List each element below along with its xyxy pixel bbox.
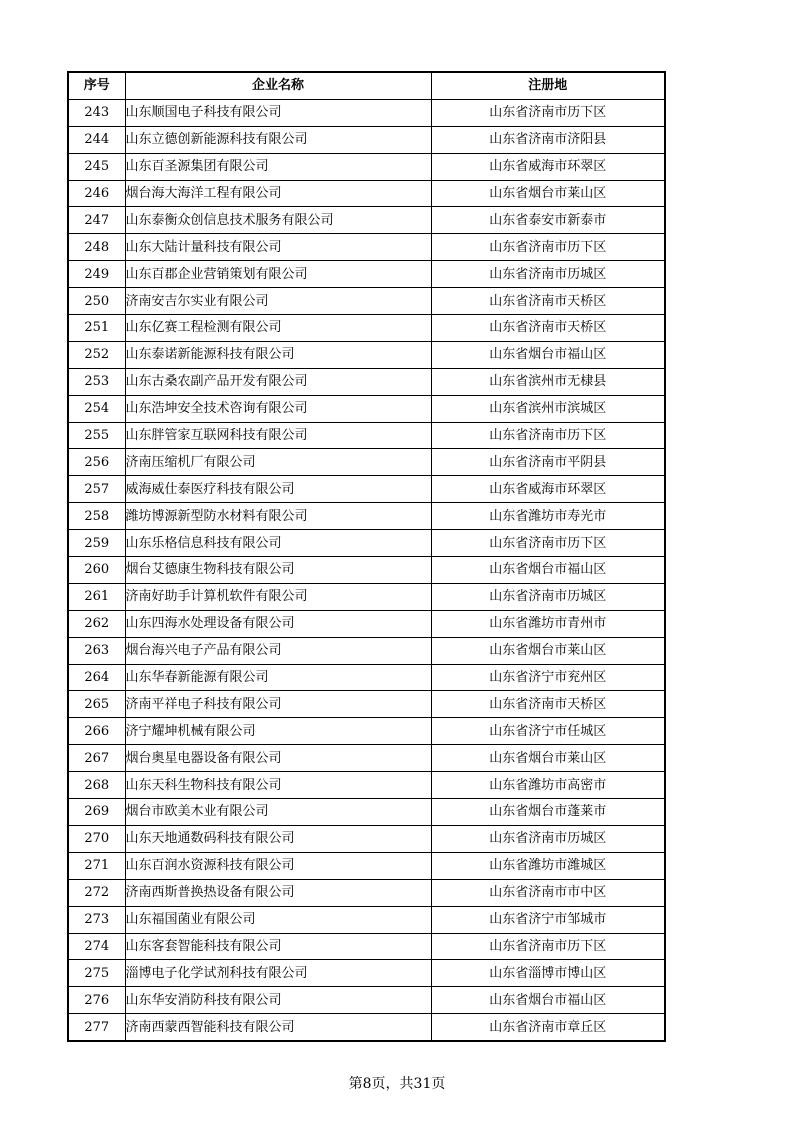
cell-serial-number: 252 [68,341,125,368]
cell-registration-place: 山东省济南市天桥区 [431,315,665,342]
table-row [68,207,665,234]
cell-company-name: 烟台奥星电器设备有限公司 [125,745,431,772]
cell-serial-number: 246 [68,180,125,207]
cell-company-name: 山东亿赛工程检测有限公司 [125,315,431,342]
cell-serial-number: 244 [68,126,125,153]
cell-serial-number: 254 [68,395,125,422]
cell-company-name: 济南平祥电子科技有限公司 [125,691,431,718]
cell-company-name: 山东天科生物科技有限公司 [125,772,431,799]
cell-serial-number: 263 [68,637,125,664]
cell-company-name: 济南西斯普换热设备有限公司 [125,879,431,906]
table-row [68,476,665,503]
cell-serial-number: 260 [68,557,125,584]
cell-serial-number: 251 [68,315,125,342]
page-number: 第8页，共31页 [348,1076,446,1092]
cell-serial-number: 277 [68,1014,125,1041]
cell-serial-number: 249 [68,261,125,288]
cell-registration-place: 山东省烟台市福山区 [431,341,665,368]
cell-serial-number: 255 [68,422,125,449]
cell-registration-place: 山东省济南市历城区 [431,261,665,288]
table-row [68,1014,665,1041]
cell-serial-number: 258 [68,503,125,530]
table-row [68,745,665,772]
table-row [68,395,665,422]
cell-registration-place: 山东省滨州市滨城区 [431,395,665,422]
table-row [68,799,665,826]
cell-registration-place: 山东省济南市历下区 [431,234,665,261]
table-row [68,341,665,368]
table-row [68,503,665,530]
table-row [68,664,665,691]
cell-company-name: 烟台海大海洋工程有限公司 [125,180,431,207]
cell-serial-number: 267 [68,745,125,772]
cell-registration-place: 山东省济宁市兖州区 [431,664,665,691]
table-row [68,637,665,664]
cell-serial-number: 264 [68,664,125,691]
table-row [68,933,665,960]
cell-registration-place: 山东省威海市环翠区 [431,476,665,503]
cell-registration-place: 山东省威海市环翠区 [431,153,665,180]
cell-serial-number: 243 [68,99,125,126]
cell-serial-number: 276 [68,987,125,1014]
cell-registration-place: 山东省烟台市莱山区 [431,180,665,207]
cell-registration-place: 山东省济南市历城区 [431,583,665,610]
cell-serial-number: 270 [68,825,125,852]
table-row [68,449,665,476]
cell-registration-place: 山东省济南市平阴县 [431,449,665,476]
cell-company-name: 山东华春新能源有限公司 [125,664,431,691]
table-row [68,180,665,207]
table-row [68,261,665,288]
cell-registration-place: 山东省济南市天桥区 [431,691,665,718]
cell-registration-place: 山东省济宁市任城区 [431,718,665,745]
cell-registration-place: 山东省济南市济阳县 [431,126,665,153]
cell-company-name: 山东客套智能科技有限公司 [125,933,431,960]
cell-registration-place: 山东省济南市历下区 [431,530,665,557]
cell-registration-place: 山东省济南市天桥区 [431,288,665,315]
cell-serial-number: 274 [68,933,125,960]
cell-serial-number: 275 [68,960,125,987]
cell-company-name: 济南好助手计算机软件有限公司 [125,583,431,610]
cell-registration-place: 山东省济宁市邹城市 [431,906,665,933]
cell-company-name: 山东百润水资源科技有限公司 [125,852,431,879]
cell-serial-number: 257 [68,476,125,503]
cell-registration-place: 山东省潍坊市寿光市 [431,503,665,530]
cell-company-name: 山东福国菌业有限公司 [125,906,431,933]
cell-company-name: 潍坊博源新型防水材料有限公司 [125,503,431,530]
table-row [68,153,665,180]
cell-company-name: 山东乐格信息科技有限公司 [125,530,431,557]
cell-company-name: 山东百圣源集团有限公司 [125,153,431,180]
cell-serial-number: 250 [68,288,125,315]
table-row [68,906,665,933]
table-row [68,879,665,906]
cell-serial-number: 273 [68,906,125,933]
table-row [68,987,665,1014]
cell-registration-place: 山东省济南市历城区 [431,825,665,852]
cell-registration-place: 山东省滨州市无棣县 [431,368,665,395]
header-serial-number: 序号 [68,72,125,99]
cell-serial-number: 265 [68,691,125,718]
cell-serial-number: 247 [68,207,125,234]
table-row [68,315,665,342]
table-row [68,557,665,584]
cell-registration-place: 山东省烟台市莱山区 [431,637,665,664]
cell-company-name: 山东浩坤安全技术咨询有限公司 [125,395,431,422]
cell-registration-place: 山东省济南市历下区 [431,422,665,449]
cell-registration-place: 山东省济南市历下区 [431,933,665,960]
cell-registration-place: 山东省烟台市莱山区 [431,745,665,772]
cell-serial-number: 253 [68,368,125,395]
cell-company-name: 山东古桑农副产品开发有限公司 [125,368,431,395]
header-company-name: 企业名称 [125,72,431,99]
cell-registration-place: 山东省潍坊市青州市 [431,610,665,637]
cell-registration-place: 山东省潍坊市潍城区 [431,852,665,879]
table-row [68,825,665,852]
cell-company-name: 山东泰衡众创信息技术服务有限公司 [125,207,431,234]
table-row [68,99,665,126]
cell-company-name: 济南压缩机厂有限公司 [125,449,431,476]
table-row [68,368,665,395]
cell-serial-number: 259 [68,530,125,557]
cell-registration-place: 山东省潍坊市高密市 [431,772,665,799]
cell-serial-number: 271 [68,852,125,879]
table-row [68,852,665,879]
table-row [68,691,665,718]
cell-company-name: 烟台市欧美木业有限公司 [125,799,431,826]
cell-serial-number: 248 [68,234,125,261]
cell-registration-place: 山东省济南市市中区 [431,879,665,906]
table-row [68,530,665,557]
cell-registration-place: 山东省烟台市福山区 [431,557,665,584]
cell-company-name: 山东大陆计量科技有限公司 [125,234,431,261]
cell-serial-number: 245 [68,153,125,180]
table-row [68,126,665,153]
cell-registration-place: 山东省济南市历下区 [431,99,665,126]
table-row [68,422,665,449]
cell-company-name: 山东四海水处理设备有限公司 [125,610,431,637]
cell-company-name: 淄博电子化学试剂科技有限公司 [125,960,431,987]
cell-serial-number: 262 [68,610,125,637]
cell-company-name: 山东百郡企业营销策划有限公司 [125,261,431,288]
cell-company-name: 济南安吉尔实业有限公司 [125,288,431,315]
table-row [68,772,665,799]
table-row [68,610,665,637]
cell-company-name: 山东顺国电子科技有限公司 [125,99,431,126]
cell-registration-place: 山东省淄博市博山区 [431,960,665,987]
table-row [68,960,665,987]
cell-company-name: 济南西蒙西智能科技有限公司 [125,1014,431,1041]
cell-registration-place: 山东省烟台市蓬莱市 [431,799,665,826]
cell-company-name: 山东胖管家互联网科技有限公司 [125,422,431,449]
table-body [68,99,665,1041]
table-row [68,288,665,315]
cell-company-name: 烟台海兴电子产品有限公司 [125,637,431,664]
cell-serial-number: 256 [68,449,125,476]
cell-company-name: 烟台艾德康生物科技有限公司 [125,557,431,584]
enterprise-table [67,71,666,1042]
cell-company-name: 威海威仕泰医疗科技有限公司 [125,476,431,503]
cell-serial-number: 269 [68,799,125,826]
cell-company-name: 山东立德创新能源科技有限公司 [125,126,431,153]
cell-company-name: 山东泰诺新能源科技有限公司 [125,341,431,368]
cell-company-name: 山东天地通数码科技有限公司 [125,825,431,852]
cell-serial-number: 272 [68,879,125,906]
table-row [68,718,665,745]
cell-registration-place: 山东省泰安市新泰市 [431,207,665,234]
cell-company-name: 山东华安消防科技有限公司 [125,987,431,1014]
cell-serial-number: 266 [68,718,125,745]
cell-serial-number: 261 [68,583,125,610]
table-row [68,583,665,610]
cell-registration-place: 山东省烟台市福山区 [431,987,665,1014]
cell-registration-place: 山东省济南市章丘区 [431,1014,665,1041]
cell-serial-number: 268 [68,772,125,799]
table-header-row [68,72,665,99]
header-registration-place: 注册地 [431,72,665,99]
cell-company-name: 济宁耀坤机械有限公司 [125,718,431,745]
table-row [68,234,665,261]
